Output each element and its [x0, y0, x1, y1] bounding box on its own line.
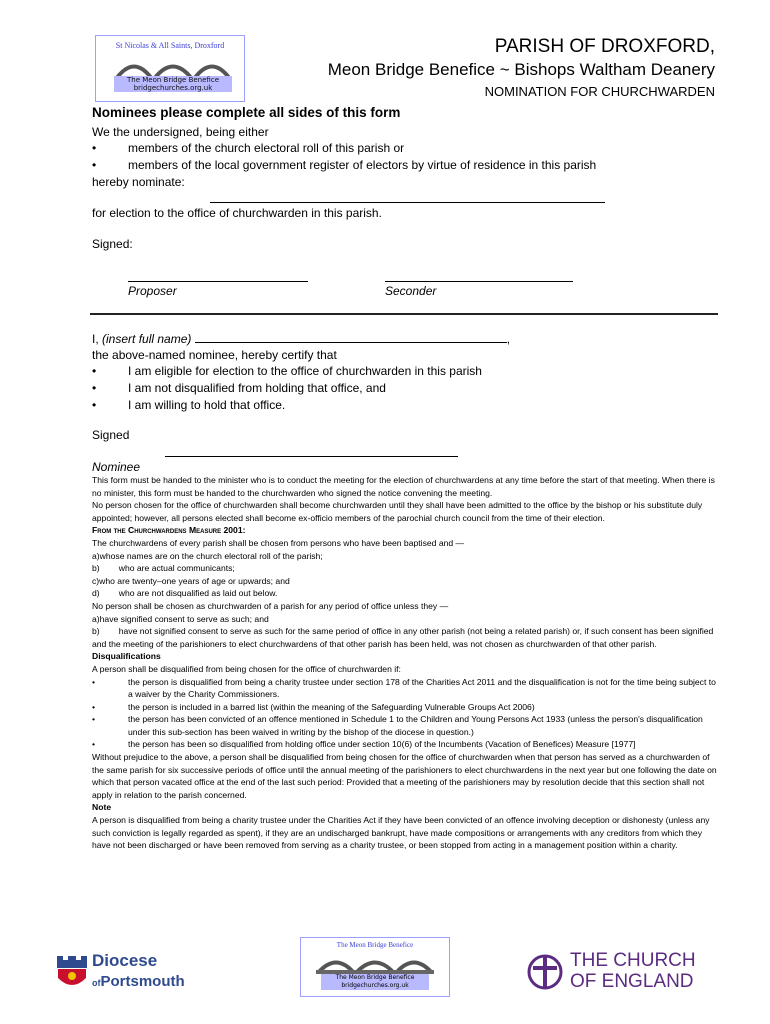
disq-heading: Disqualifications: [92, 651, 161, 662]
note-heading: Note: [92, 802, 112, 813]
logo-band-line1: The Meon Bridge Benefice: [127, 76, 219, 85]
certify-item-2: [92, 381, 386, 395]
certify-item-1: [92, 364, 482, 378]
signed-label: Signed:: [92, 237, 133, 251]
disq-item-3: [92, 713, 717, 738]
seconder-label: Seconder: [385, 284, 437, 298]
bullet-icon: •: [92, 739, 96, 750]
consent-b: b) have not signified consent to serve as such for the same period of office in any other parish (not being a related parish) or, if such consent has been signified and the meeting of the parishioners to elect churchwardens of that other parish has been held, was not chosen as churchwarden of that other parish.: [92, 626, 716, 649]
measure-c: c)who are twenty–one years of age or upwards; and: [92, 575, 290, 586]
page-title: PARISH OF DROXFORD,: [494, 36, 715, 57]
nominee-name-field[interactable]: [210, 202, 605, 203]
mid-logo-band-line1: The Meon Bridge Benefice: [335, 974, 415, 981]
certify-prefix: I,: [92, 332, 99, 346]
coe-line2: OF ENGLAND: [570, 971, 694, 992]
note-text: A person is disqualified from being a charity trustee under the Charities Act if they have been convicted of an offence involving deception or dishonesty (unless any such conviction is legally regarded as spent), if they are an undischarged bankrupt, have made compositions or arrangements with any creditors from which they have not been discharged or have been removed from serving as a charity trustee, or been stopped from acting in a management position within a charity.: [92, 815, 710, 851]
disq-item-1: [92, 676, 717, 701]
note-p1: This form must be handed to the minister who is to conduct the meeting for the election of churchwardens at any time before the start of that meeting. When there is no minister, this form must be handed to the churchwarden who signed the notice convening the meeting.: [92, 475, 715, 498]
disq-item-2-text: the person is included in a barred list (within the meaning of the Safeguarding Vulnerable Groups Act 2006): [128, 701, 535, 712]
bridge-arches-icon: [316, 952, 434, 974]
certify-item-3: [92, 398, 285, 412]
certify-item-2-text: I am not disqualified from holding that office, and: [128, 381, 386, 395]
measure-a: a)whose names are on the church electoral roll of the parish;: [92, 550, 323, 561]
measure-intro: The churchwardens of every parish shall be chosen from persons who have been baptised and —: [92, 537, 465, 548]
prejudice-text: Without prejudice to the above, a person shall be disqualified from being chosen for the office of churchwarden when that person has served as a churchwarden of the same parish for six successive periods of office until the annual meeting of the parishioners to elect churchwardens in the next year but one following the date on which that person vacated office at the end of the last such period: Provided that a meeting of the parishioners may by resolution decide that this section shall not apply in relation to the parish concerned.: [92, 752, 717, 800]
consent-a: a)have signified consent to serve as such; and: [92, 613, 269, 624]
bullet-icon: •: [92, 364, 97, 378]
coe-cross-icon: [527, 952, 563, 992]
intro-text: We the undersigned, being either: [92, 125, 269, 139]
proposer-signature-field[interactable]: [128, 281, 308, 282]
certify-suffix: the above-named nominee, hereby certify that: [92, 348, 337, 362]
disq-item-3-text: the person has been convicted of an offence mentioned in Schedule 1 to the Children and Young Persons Act 1933 (unless the person's disqualification under this sub-section has been waived in writing by the bishop of the diocese in question.): [128, 714, 703, 737]
measure-heading: From the Churchwardens Measure 2001:: [92, 525, 246, 536]
certify-item-1-text: I am eligible for election to the office of churchwarden in this parish: [128, 364, 482, 378]
logo-title: St Nicolas & All Saints, Droxford: [115, 41, 225, 50]
benefice-logo-footer: [300, 937, 450, 997]
diocese-of: of: [92, 978, 101, 988]
nominee-signature-field[interactable]: [165, 456, 458, 457]
measure-b: b) who are actual communicants;: [92, 563, 235, 574]
full-name-field[interactable]: [195, 332, 507, 343]
form-name: NOMINATION FOR CHURCHWARDEN: [484, 84, 715, 99]
seconder-signature-field[interactable]: [385, 281, 573, 282]
hereby-text: hereby nominate:: [92, 175, 185, 189]
disq-intro: A person shall be disqualified from being chosen for the office of churchwarden if:: [92, 663, 401, 674]
diocese-line2-wrap: [92, 973, 185, 990]
disq-item-1-text: the person is disqualified from being a charity trustee under section 178 of the Charities Act 2011 and the disqualification is not for the time being subject to a waiver by the Charity Commissioners.: [128, 676, 716, 700]
diocese-line1: Diocese: [92, 951, 158, 970]
diocese-logo: [55, 951, 195, 991]
nominee-label: Nominee: [92, 460, 141, 474]
bullet-icon: •: [92, 676, 96, 687]
divider: [90, 313, 718, 315]
measure-d: d) who are not disqualified as laid out below.: [92, 588, 278, 599]
option-1: [92, 141, 404, 155]
bullet-icon: •: [92, 714, 96, 725]
disq-item-4: [92, 738, 717, 751]
notes-section: [92, 474, 717, 852]
logo-band: [114, 76, 232, 92]
certify-item-3-text: I am willing to hold that office.: [128, 398, 286, 412]
option-2: [92, 158, 596, 172]
diocese-crest-icon: [55, 954, 89, 990]
disq-item-2: [92, 701, 717, 714]
coe-line1: THE CHURCH: [570, 950, 696, 971]
page-subtitle: Meon Bridge Benefice ~ Bishops Waltham Deanery: [327, 60, 715, 79]
option-1-text: members of the church electoral roll of this parish or: [128, 141, 405, 155]
disq-item-4-text: the person has been so disqualified from holding office under section 10(6) of the Incumbents (Vacation of Benefices) Measure [1977]: [128, 739, 636, 750]
logo-band-line2: bridgechurches.org.uk: [133, 84, 213, 93]
election-text: for election to the office of churchwarden in this parish.: [92, 206, 382, 220]
instruction-heading: Nominees please complete all sides of this form: [92, 105, 401, 120]
bullet-icon: •: [92, 141, 97, 155]
mid-logo-band-line2: bridgechurches.org.uk: [341, 982, 409, 989]
church-of-england-logo: [527, 950, 702, 995]
certify-line: I, (insert full name) ,: [92, 332, 511, 346]
diocese-line3: Portsmouth: [100, 973, 185, 990]
benefice-logo: [95, 35, 245, 102]
bullet-icon: •: [92, 158, 97, 172]
option-2-text: members of the local government register of electors by virtue of residence in this parish: [128, 158, 597, 172]
mid-logo-title: The Meon Bridge Benefice: [336, 941, 414, 949]
proposer-label: Proposer: [128, 284, 177, 298]
bullet-icon: •: [92, 381, 97, 395]
bullet-icon: •: [92, 701, 96, 712]
bullet-icon: •: [92, 398, 97, 412]
signed2-label: Signed: [92, 428, 130, 442]
consent-intro: No person shall be chosen as churchwarden of a parish for any period of office unless they —: [92, 600, 449, 611]
note-p2: No person chosen for the office of churchwarden shall become churchwarden until they shall have been admitted to the office by the bishop or his substitute duly appointed; however, all persons elected shall become ex-officio members of the parochial church council from the time of their election.: [92, 500, 703, 523]
mid-logo-band: [321, 974, 429, 990]
certify-insert: (insert full name): [102, 332, 192, 346]
